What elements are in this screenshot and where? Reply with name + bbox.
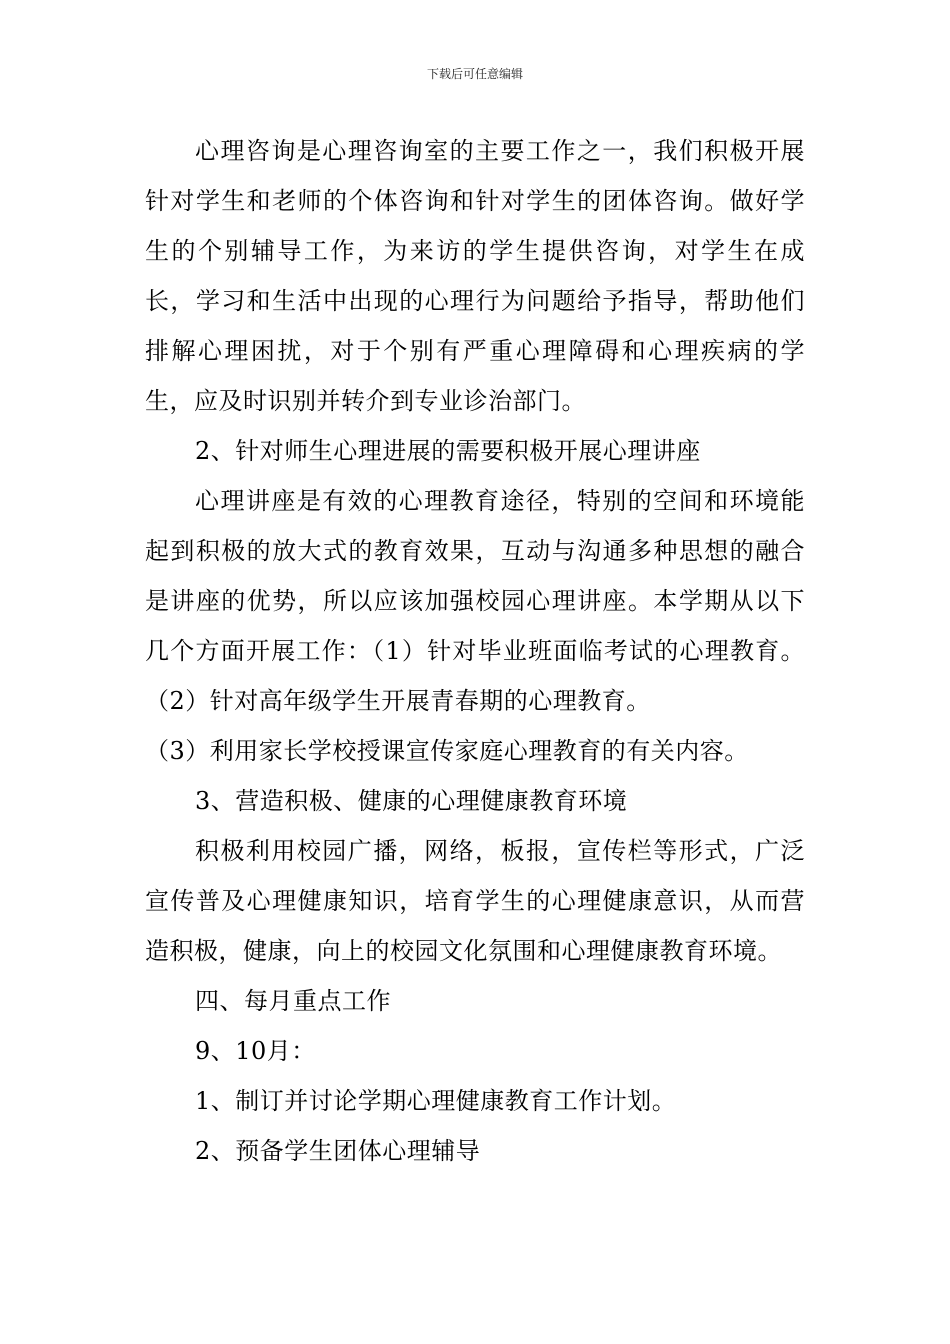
paragraph-environment: 积极利用校园广播，网络，板报，宣传栏等形式，广泛宣传普及心理健康知识，培育学生的心理健康意识，从而营造积极，健康，向上的校园文化氛围和心理健康教育环境。: [145, 837, 805, 965]
paragraph-counseling: 心理咨询是心理咨询室的主要工作之一，我们积极开展针对学生和老师的个体咨询和针对学生的团体咨询。做好学生的个别辅导工作，为来访的学生提供咨询，对学生在成长，学习和生活中出现的心理行为问题给予指导，帮助他们排解心理困扰，对于个别有严重心理障碍和心理疾病的学生，应及时识别并转介到专业诊治部门。: [145, 137, 805, 415]
month-label: 9、10月：: [195, 1037, 316, 1065]
list-item-plan: 1、制订并讨论学期心理健康教育工作计划。: [195, 1087, 677, 1115]
heading-environment: 3、营造积极、健康的心理健康教育环境: [195, 787, 628, 815]
paragraph-lectures: 心理讲座是有效的心理教育途径，特别的空间和环境能起到积极的放大式的教育效果，互动与沟通多种思想的融合是讲座的优势，所以应该加强校园心理讲座。本学期从以下几个方面开展工作：（1）针对毕业班面临考试的心理教育。（2）针对高年级学生开展青春期的心理教育。: [145, 487, 805, 715]
heading-monthly-work: 四、每月重点工作: [195, 987, 391, 1015]
document-body: [145, 126, 805, 1176]
paragraph-lectures-item3: （3）利用家长学校授课宣传家庭心理教育的有关内容。: [145, 737, 749, 765]
list-item-group-counseling: 2、预备学生团体心理辅导: [195, 1137, 481, 1165]
page-header: 下载后可任意编辑: [426, 67, 523, 81]
heading-lectures: 2、针对师生心理进展的需要积极开展心理讲座: [195, 437, 701, 465]
